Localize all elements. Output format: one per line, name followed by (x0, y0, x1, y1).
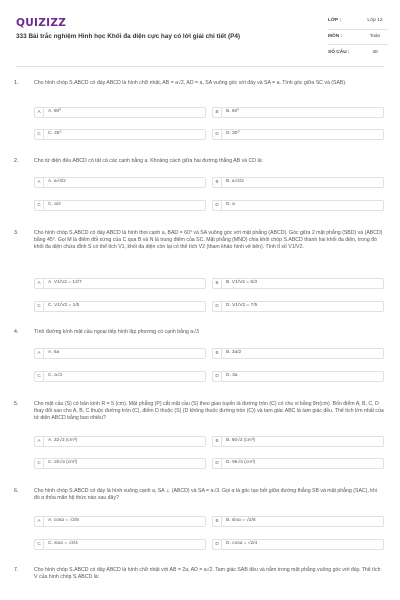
meta-value: Lớp 12 (367, 18, 383, 24)
option-letter: C (35, 459, 44, 468)
option-letter: C (35, 201, 44, 210)
option-letter: D (213, 540, 222, 549)
meta-label: SỐ CÂU : (328, 49, 350, 55)
option-text: C. 45⁰ (48, 131, 62, 137)
meta-row-subject (328, 30, 388, 46)
option-text: D. V1/V2 = 7/5 (226, 303, 258, 309)
option-b[interactable] (212, 516, 384, 527)
quizizz-logo: QUIZIZZ (16, 17, 67, 29)
meta-value: 30 (372, 49, 378, 55)
option-text: B. 60⁰ (226, 109, 240, 115)
option-text: C. sinα = √2/4 (48, 541, 78, 547)
option-text: A. 90⁰ (48, 109, 62, 115)
option-a[interactable] (34, 278, 206, 289)
option-d[interactable] (212, 371, 384, 382)
question-number: 7. (14, 567, 19, 573)
option-d[interactable] (212, 458, 384, 469)
option-letter: B (213, 437, 222, 446)
meta-value: Toán (369, 33, 381, 39)
option-text: B. a√2/2 (226, 179, 244, 185)
option-letter: A (35, 349, 44, 358)
question-number: 5. (14, 401, 19, 407)
option-text: A. a√3/2 (48, 179, 66, 185)
option-letter: B (213, 517, 222, 526)
option-c[interactable] (34, 301, 206, 312)
option-text: D. a (226, 202, 235, 208)
question-text: Cho hình chóp S.ABCD có đáy ABCD là hình thoi cạnh a, BAD = 60° và SA vuông góc với mặt phẳng (ABCD). Góc giữa 2 mặt phẳng (SBD) và (ABCD) bằng 45⁰. Gọi M là điểm đối xứng của C qua B và N là trung điểm của SC. Mặt phẳng (MND) chia khối chóp S.ABCD thành hai khối đa diện, trong đó khối đa diện chứa đỉnh S có thể tích V1, khối đa diện còn lại có thể tích V2 (tham khảo hình vẽ bên). Tính tỉ số V1/V2. (34, 230, 383, 251)
option-d[interactable] (212, 539, 384, 550)
option-c[interactable] (34, 539, 206, 550)
question-number: 3. (14, 230, 19, 236)
meta-row-grade (328, 14, 388, 30)
meta-label: MÔN : (328, 33, 343, 39)
option-letter: D (213, 302, 222, 311)
option-letter: B (213, 178, 222, 187)
meta-row-count (328, 45, 388, 61)
option-text: B. 60√3 (cm³) (226, 438, 256, 444)
option-c[interactable] (34, 129, 206, 140)
option-text: B. V1/V2 = 5/3 (226, 280, 258, 286)
option-text: A. cosα = √2/8 (48, 518, 79, 524)
worksheet-meta (328, 14, 388, 61)
question-number: 1. (14, 80, 19, 86)
option-text: C. a√3 (48, 373, 63, 379)
option-text: C. V1/V2 = 1/5 (48, 303, 80, 309)
option-a[interactable] (34, 436, 206, 447)
option-letter: A (35, 437, 44, 446)
option-a[interactable] (34, 107, 206, 118)
worksheet-header (0, 0, 400, 66)
option-letter: B (213, 279, 222, 288)
question-number: 2. (14, 158, 19, 164)
option-letter: D (213, 459, 222, 468)
option-text: C. 20√3 (cm³) (48, 460, 78, 466)
option-b[interactable] (212, 107, 384, 118)
option-text: D. 3a (226, 373, 238, 379)
header-divider (16, 66, 384, 67)
option-letter: C (35, 302, 44, 311)
option-a[interactable] (34, 177, 206, 188)
option-letter: C (35, 130, 44, 139)
option-letter: B (213, 108, 222, 117)
option-letter: D (213, 201, 222, 210)
question-text: Cho hình chóp S.ABCD có đáy ABCD là hình chữ nhật, AB = a√2, AD = a, SA vuông góc với đáy và SA = a. Tính góc giữa SC và (SAB). (34, 80, 347, 86)
question-text: Cho hình chóp S.ABCD có đáy là hình vuông cạnh a, SA ⊥ (ABCD) và SA = a√3. Gọi α là góc tạo bởi giữa đường thẳng SB và mặt phẳng (SAC), khi đó α thỏa mãn hệ thức nào sau đây? (34, 488, 377, 502)
question-text: Tính đường kính mặt cầu ngoại tiếp hình lập phương có cạnh bằng a√3 (34, 329, 199, 335)
option-b[interactable] (212, 436, 384, 447)
question-number: 4. (14, 329, 19, 335)
option-text: A. 32√3 (cm³) (48, 438, 78, 444)
question-number: 6. (14, 488, 19, 494)
option-text: D. 30⁰ (226, 131, 240, 137)
option-letter: A (35, 517, 44, 526)
option-letter: C (35, 372, 44, 381)
option-d[interactable] (212, 301, 384, 312)
option-letter: C (35, 540, 44, 549)
option-c[interactable] (34, 458, 206, 469)
option-text: A. 6a (48, 350, 60, 356)
question-text: Cho mặt cầu (S) có bán kính R = 5 (cm). Mặt phẳng (P) cắt mặt cầu (S) theo giao tuyến là đường tròn (C) có chu vi bằng 8π(cm). Bốn điểm A, B, C, D thay đổi sao cho A, B, C thuộc đường tròn (C), điểm D thuộc (S) (D không thuộc đường tròn (C)) và tam giác ABC là tam giác đều. Thể tích lớn nhất của tứ diện ABCD bằng bao nhiêu? (34, 401, 384, 422)
option-b[interactable] (212, 278, 384, 289)
option-b[interactable] (212, 177, 384, 188)
option-a[interactable] (34, 348, 206, 359)
option-letter: A (35, 108, 44, 117)
option-b[interactable] (212, 348, 384, 359)
option-letter: D (213, 130, 222, 139)
option-text: B. 3a/2 (226, 350, 242, 356)
option-d[interactable] (212, 200, 384, 211)
option-letter: A (35, 279, 44, 288)
question-text: Cho hình chóp S.ABCD có đáy ABCD là hình chữ nhật với AB = 2a, AD = a√2. Tam giác SAB đều và nằm trong mặt phẳng vuông góc với đáy. Thể tích V của hình chóp S.ABCD là: (34, 567, 381, 581)
option-letter: A (35, 178, 44, 187)
option-c[interactable] (34, 371, 206, 382)
option-letter: B (213, 349, 222, 358)
option-d[interactable] (212, 129, 384, 140)
option-letter: D (213, 372, 222, 381)
option-c[interactable] (34, 200, 206, 211)
question-text: Cho tứ diện đều ABCD có tất cả các cạnh bằng a. Khoảng cách giữa hai đường thẳng AB và CD là: (34, 158, 263, 164)
option-text: B. sinα = √2/8 (226, 518, 256, 524)
option-text: A. V1/V2 = 12/7 (48, 280, 82, 286)
option-text: D. 96√3 (cm³) (226, 460, 256, 466)
option-text: D. cosα = √2/4 (226, 541, 258, 547)
option-text: C. a/2 (48, 202, 61, 208)
meta-label: LỚP : (328, 18, 342, 24)
option-a[interactable] (34, 516, 206, 527)
worksheet-title: 333 Bài trắc nghiệm Hình học Khối đa diện cực hay có lời giải chi tiết (P4) (16, 33, 241, 40)
